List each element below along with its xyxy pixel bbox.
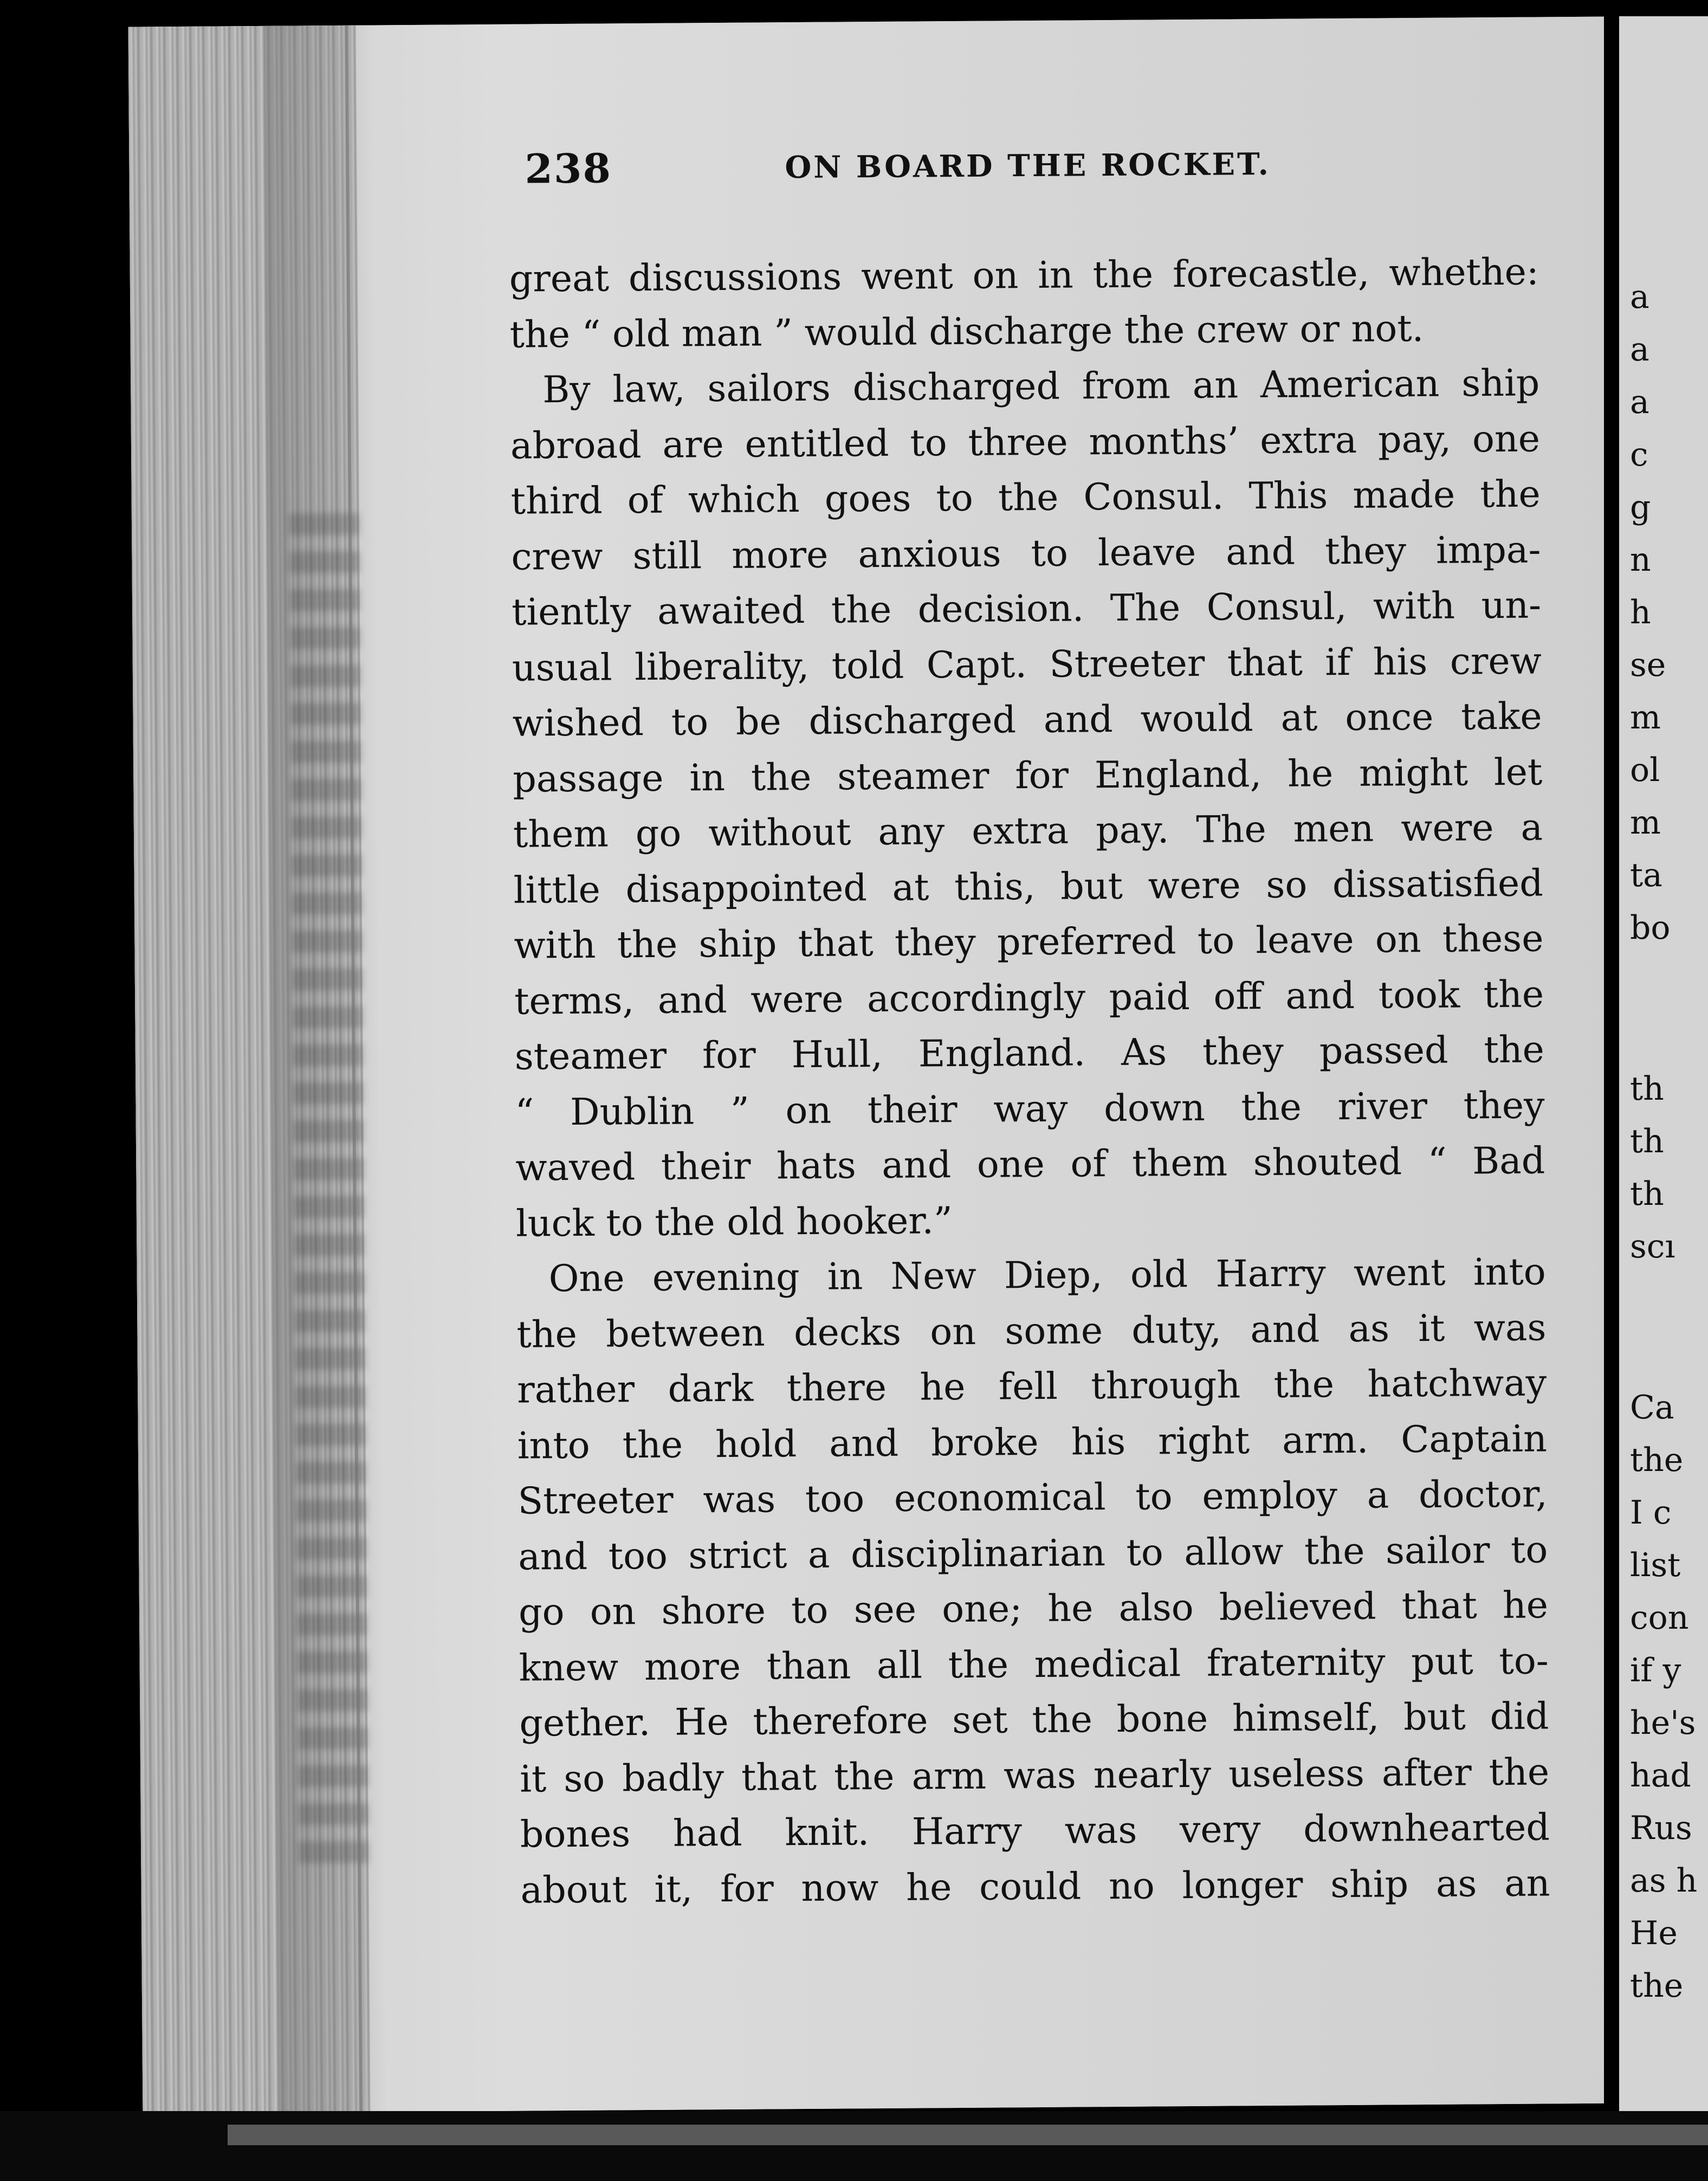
facing-fragment: had [1630, 1757, 1691, 1795]
text-line: little disappointed at this, but were so dissatisfied [513, 861, 1543, 912]
facing-fragment: ta [1630, 856, 1662, 894]
facing-fragment: m [1630, 699, 1661, 737]
facing-fragment: th [1630, 1070, 1664, 1108]
page-number: 238 [525, 145, 612, 193]
facing-fragment: a [1630, 331, 1649, 369]
facing-fragment: a [1630, 383, 1649, 421]
text-line: usual liberality, told Capt. Streeter that if his crew [512, 639, 1542, 690]
facing-fragment [1630, 1273, 1697, 1382]
text-line: crew still more anxious to leave and they impa- [511, 528, 1541, 579]
text-line: passage in the steamer for England, he might let [513, 750, 1543, 801]
facing-fragment: n [1630, 541, 1651, 579]
text-line: go on shore to see one; he also believed that he [518, 1584, 1549, 1634]
text-line: tiently awaited the decision. The Consul, with un- [511, 584, 1542, 634]
text-line: steamer for Hull, England. As they passed the [514, 1028, 1545, 1079]
facing-page [1619, 16, 1708, 2119]
facing-fragment: the [1630, 1441, 1684, 1479]
facing-fragment: Rus [1630, 1809, 1692, 1847]
facing-fragment: h [1630, 593, 1651, 631]
facing-fragment: m [1630, 804, 1661, 842]
facing-fragment: a [1630, 278, 1649, 316]
facing-fragment: g [1630, 488, 1651, 526]
facing-fragment: c [1630, 436, 1648, 474]
facing-page-text [1630, 271, 1697, 2012]
text-line: Streeter was too economical to employ a doctor, [517, 1473, 1548, 1523]
text-line: great discussions went on in the forecastle, whethe: [509, 250, 1539, 301]
book-page [128, 16, 1631, 2113]
text-line: waved their hats and one of them shouted “ Bad [515, 1139, 1545, 1190]
text-line: abroad are entitled to three months’ extra pay, one [510, 417, 1541, 468]
text-line: One evening in New Diep, old Harry went into [548, 1250, 1546, 1301]
facing-fragment [1630, 954, 1697, 1063]
text-line: third of which goes to the Consul. This made the [510, 473, 1541, 523]
text-line: the “ old man ” would discharge the crew or not. [509, 307, 1424, 357]
facing-fragment: th [1630, 1122, 1664, 1160]
facing-fragment: con [1630, 1599, 1689, 1637]
text-line: “ Dublin ” on their way down the river they [515, 1083, 1545, 1134]
facing-fragment: if y [1630, 1651, 1681, 1689]
scan-bottom-border [0, 2111, 1708, 2181]
facing-fragment: as h [1630, 1862, 1698, 1900]
text-line: it so badly that the arm was nearly useless after the [519, 1750, 1550, 1801]
text-line: bones had knit. Harry was very downhearted [520, 1806, 1550, 1856]
facing-fragment: bo [1630, 909, 1671, 947]
facing-fragment: scı [1630, 1228, 1675, 1266]
text-line: into the hold and broke his right arm. Captain [517, 1417, 1548, 1468]
facing-fragment: he's [1630, 1704, 1696, 1742]
facing-fragment: He [1630, 1914, 1678, 1952]
text-line: By law, sailors discharged from an American ship [542, 362, 1540, 412]
text-line: and too strict a disciplinarian to allow the sailor to [518, 1528, 1548, 1579]
text-line: with the ship that they preferred to leave on these [514, 917, 1544, 967]
facing-fragment: ol [1630, 751, 1660, 789]
text-line: about it, for now he could no longer ship as an [520, 1861, 1550, 1912]
text-line: knew more than all the medical fraternity put to- [519, 1639, 1549, 1690]
text-line: luck to the old hooker.” [515, 1199, 953, 1246]
text-line: rather dark there he fell through the hatchway [516, 1361, 1547, 1412]
text-line: wished to be discharged and would at once take [512, 695, 1542, 745]
text-line: terms, and were accordingly paid off and took the [514, 972, 1544, 1023]
text-line: them go without any extra pay. The men were a [513, 806, 1543, 856]
facing-fragment: se [1630, 646, 1666, 684]
body-text [509, 244, 1550, 1918]
facing-fragment: the [1630, 1967, 1684, 2005]
text-line: the between decks on some duty, and as it was [516, 1306, 1547, 1357]
facing-fragment: th [1630, 1175, 1664, 1213]
facing-fragment: Ca [1630, 1389, 1674, 1427]
bottom-page-edge [228, 2125, 1708, 2145]
running-head: ON BOARD THE ROCKET. [785, 146, 1271, 186]
page-header [525, 139, 1479, 205]
facing-fragment: list [1630, 1546, 1681, 1584]
text-line: gether. He therefore set the bone himself, but did [519, 1695, 1549, 1745]
facing-fragment: I c [1630, 1494, 1672, 1532]
